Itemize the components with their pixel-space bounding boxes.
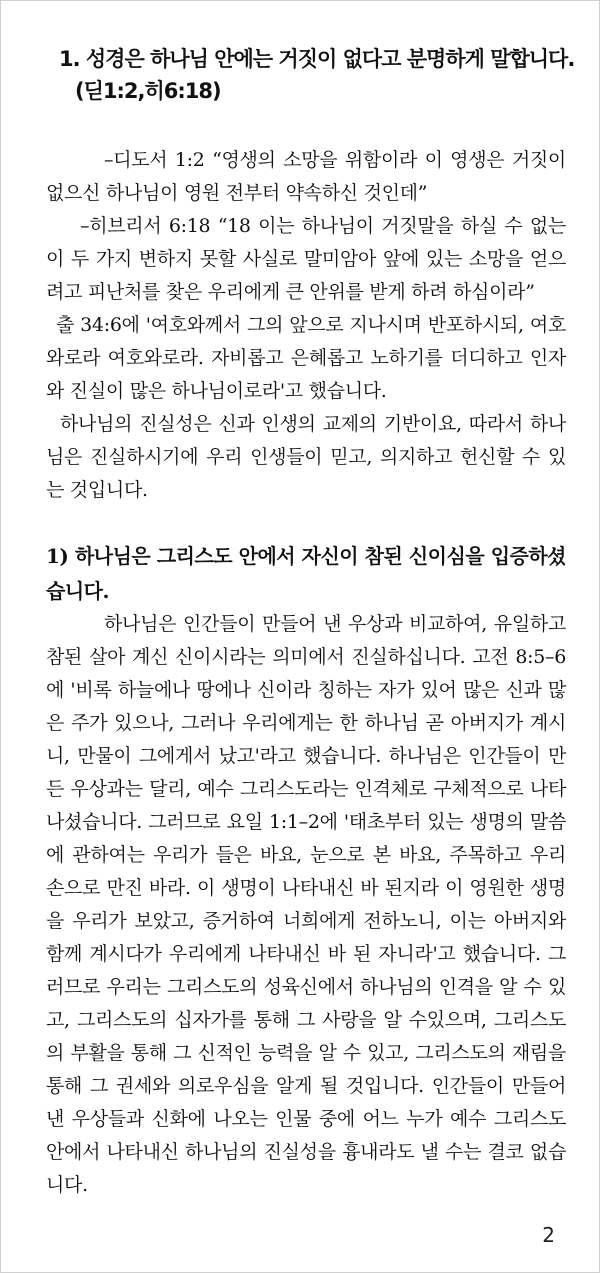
section-heading-2: 1) 하나님은 그리스도 안에서 자신이 참된 신이심을 입증하셨습니다. [46,544,566,603]
quote-hebrews: –히브리서 6:18 “18 이는 하나님이 거짓말을 하실 수 없는 이 두 가지 변하지 못할 사실로 말미암아 앞에 있는 소망을 얻으려고 피난처를 찾은 우리에게 큰 안위를 받게 하려 하심이라” [46,215,566,303]
christ-paragraph: 하나님은 인간들이 만들어 낸 우상과 비교하여, 유일하고 참된 살아 계신 신이시라는 의미에서 진실하십니다. 고전 8:5–6에 '비록 하늘에나 땅에나 신이라 칭하는 자가 있어 많은 신과 많은 주가 있으나, 그러나 우리에게는 한 하나님 곧 아버지가 계시니, 만물이 그에게서 났고'라고 했습니다. 하나님은 인간들이 만든 우상과는 달리, 예수 그리스도라는 인격체로 구체적으로 나타나셨습니다. 그러므로 요일 1:1–2에 '태초부터 있는 생명의 말씀에 관하여는 우리가 들은 바요, 눈으로 본 바요, 주목하고 우리 손으로 만진 바라. 이 생명이 나타내신 바 된지라 이 영원한 생명을 우리가 보았고, 증거하여 너희에게 전하노니, 이는 아버지와 함께 계시다가 우리에게 나타내신 바 된 자니라'고 했습니다. 그러므로 우리는 그리스도의 성육신에서 하나님의 인격을 알 수 있고, 그리스도의 십자가를 통해 그 사랑을 알 수있으며, 그리스도의 부활을 통해 그 신적인 능력을 알 수 있고, 그리스도의 재림을 통해 그 권세와 의로우심을 알게 될 것입니다. 인간들이 만들어 낸 우상들과 신화에 나오는 인물 중에 어느 누가 예수 그리스도 안에서 나타내신 하나님의 진실성을 흉내라도 낼 수는 결코 없습니다. [46,613,566,1196]
page-number: 2 [542,1223,555,1247]
truthfulness-paragraph: 하나님의 진실성은 신과 인생의 교제의 기반이요, 따라서 하나님은 진실하시기에 우리 인생들이 믿고, 의지하고 헌신할 수 있는 것입니다. [46,413,566,501]
heading-1-scripture-ref: (딛1:2,히6:18) [75,79,221,103]
section-1-body [46,144,566,507]
quote-titus: –디도서 1:2 “영생의 소망을 위함이라 이 영생은 거짓이 없으신 하나님이 영원 전부터 약속하신 것인데” [46,149,566,204]
heading-1-text: 1. 성경은 하나님 안에는 거짓이 없다고 분명하게 말합니다. [59,47,575,71]
section-heading-1 [59,43,579,107]
section-2-body [46,608,566,1202]
exodus-paragraph: 출 34:6에 '여호와께서 그의 앞으로 지나시며 반포하시되, 여호와로라 여호와로라. 자비롭고 은혜롭고 노하기를 더디하고 인자와 진실이 많은 하나님이로라'고 했습니다. [46,314,566,402]
